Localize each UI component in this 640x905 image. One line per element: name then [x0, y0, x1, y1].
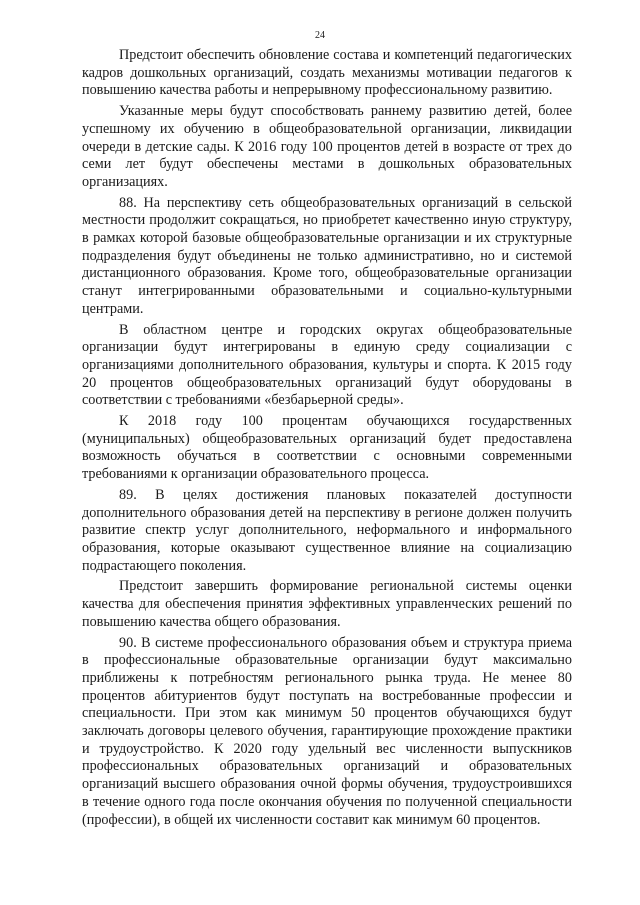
paragraph: 90. В системе профессионального образования объем и структура приема в профессиональные образовательные организации будут максимально приближены к потребностям регионального рынка труда. Не менее 80 процентов абитуриентов будут поступать на востребованные профессии и специальности. При этом как минимум 50 процентов обучающихся будут заключать договоры целевого обучения, гарантирующие прохождение практики и трудоустройство. К 2020 году удельный вес численности выпускников профессиональных образовательных организаций и образовательных организаций высшего образования очной формы обучения, трудоустроившихся в течение одного года после окончания обучения по полученной специальности (профессии), в общей их численности составит как минимум 60 процентов. — [82, 634, 572, 828]
paragraph: 88. На перспективу сеть общеобразовательных организаций в сельской местности продолжит сокращаться, но приобретет качественно иную структуру, в рамках которой базовые общеобразовательные организации и их структурные подразделения будут объединены не только административно, но и системой дистанционного образования. Кроме того, общеобразовательные организации станут интегрированными образовательными и социально-культурными центрами. — [82, 194, 572, 317]
paragraph: Предстоит обеспечить обновление состава и компетенций педагогических кадров дошкольных организаций, создать механизмы мотивации педагогов к повышению качества работы и непрерывному профессиональному развитию. — [82, 47, 572, 99]
paragraph: В областном центре и городских округах общеобразовательные организации будут интегрированы в единую среду социализации с организациями дополнительного образования, культуры и спорта. К 2015 году 20 процентов общеобразовательных организаций будут оборудованы в соответствии с требованиями «безбарьерной среды». — [82, 321, 572, 409]
paragraph: К 2018 году 100 процентам обучающихся государственных (муниципальных) общеобразовательных организаций будет предоставлена возможность обучаться в соответствии с основными современными требованиями к организации образовательного процесса. — [82, 413, 572, 483]
paragraph: Указанные меры будут способствовать раннему развитию детей, более успешному их обучению в общеобразовательной организации, ликвидации очереди в детские сады. К 2016 году 100 процентов детей в возрасте от трех до семи лет будут обеспечены местами в дошкольных образовательных организациях. — [82, 103, 572, 190]
document-body — [82, 47, 572, 832]
paragraph: Предстоит завершить формирование региональной системы оценки качества для обеспечения принятия эффективных управленческих решений по повышению качества общего образования. — [82, 578, 572, 630]
paragraph: 89. В целях достижения плановых показателей доступности дополнительного образования детей на перспективу в регионе должен получить развитие спектр услуг дополнительного, неформального и информального образования, которые оказывают существенное влияние на социализацию подрастающего поколения. — [82, 486, 572, 574]
page-number: 24 — [315, 30, 325, 41]
